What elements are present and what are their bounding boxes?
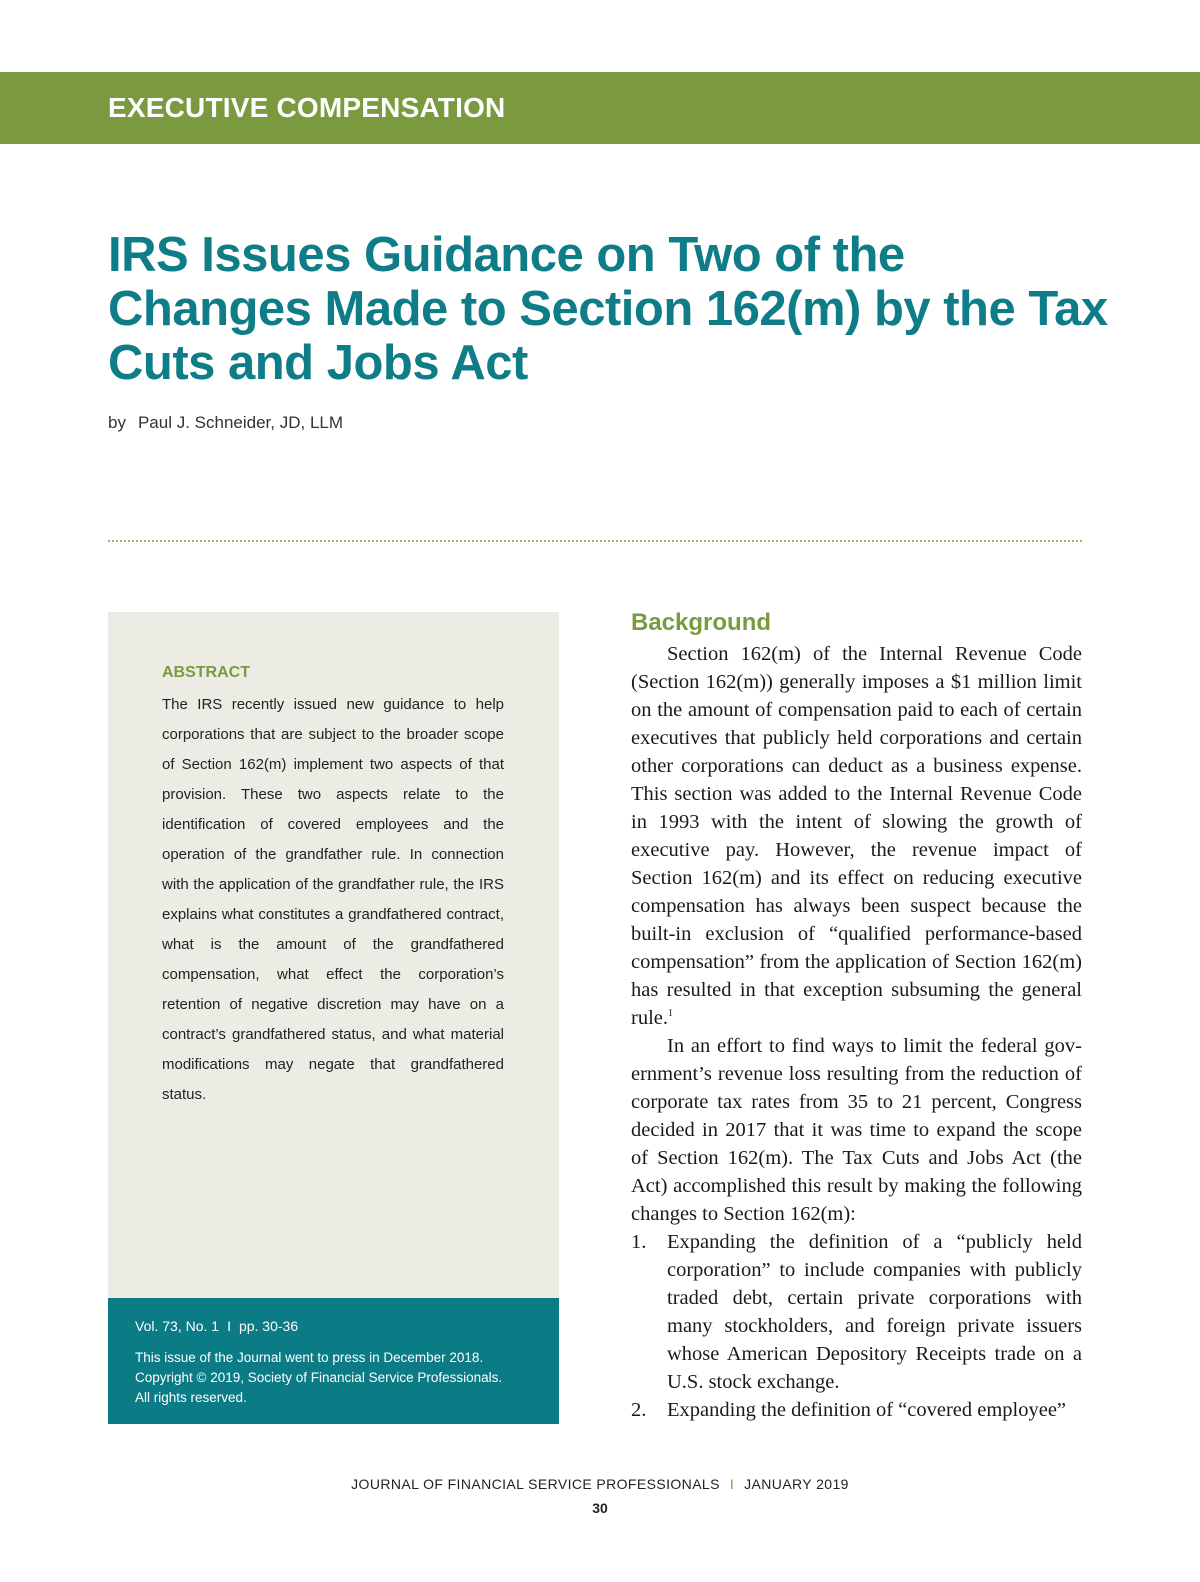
footnote-ref: 1: [668, 1008, 673, 1020]
list-item: [631, 1228, 1082, 1396]
issue-volume: Vol. 73, No. 1: [135, 1318, 220, 1334]
section-banner: [0, 72, 1200, 144]
issue-volume-line: [135, 1318, 298, 1334]
body-column: [631, 640, 1082, 1424]
page-number: 30: [592, 1500, 608, 1516]
abstract-heading: ABSTRACT: [162, 664, 250, 681]
issue-date: JANUARY 2019: [744, 1476, 849, 1492]
abstract-panel: [108, 612, 559, 1298]
issue-separator: I: [227, 1318, 231, 1334]
abstract-text: The IRS recently issued new guidance to help corporations that are subject to the broader scope of Section 162(m) implement two aspects of that provision. These two aspects relate to the identification of covered employees and the operation of the grandfather rule. In connection with the application of the grandfather rule, the IRS explains what constitutes a grandfathered contract, what is the amount of the grandfathered compensation, what effect the corporation’s retention of negative discretion may have on a contract’s grandfathered status, and what material modifications may negate that grandfathered status.: [162, 696, 504, 1103]
paragraph-text: Section 162(m) of the Internal Revenue Code (Section 162(m)) generally imposes a $1 million limit on the amount of compensation paid to each of certain executives that publicly held corporations and certain other corporations can deduct as a business expense. This section was added to the Internal Revenue Code in 1993 with the intent of slowing the growth of executive pay. However, the revenue impact of Section 162(m) and its effect on reducing executive compensation has always been suspect because the built-in exclusion of “qualified performance-based compensation” from the application of Section 162(m) has resulted in that exception subsuming the general rule.: [631, 643, 1082, 1029]
page-footer: [0, 1476, 1200, 1492]
section-label: EXECUTIVE COMPENSATION: [108, 92, 506, 123]
list-number: 2.: [631, 1399, 647, 1421]
issue-notes: [135, 1348, 545, 1408]
list-text: Expanding the definition of “covered employee”: [667, 1399, 1067, 1421]
byline-prefix: by: [108, 413, 126, 432]
changes-list: [631, 1228, 1082, 1424]
article-title: IRS Issues Guidance on Two of the Changes Made to Section 162(m) by the Tax Cuts and Jobs Act: [108, 228, 1108, 390]
dotted-divider: [108, 540, 1082, 542]
issue-info-panel: [108, 1298, 559, 1424]
background-heading: Background: [631, 609, 772, 636]
rights-note: All rights reserved.: [135, 1390, 247, 1405]
issue-pages: pp. 30-36: [238, 1318, 299, 1334]
body-paragraph: In an effort to find ways to limit the federal government’s revenue loss resulting from the reduction of corporate tax rates from 35 to 21 percent, Congress decided in 2017 that it was time to expand the scope of Section 162(m). The Tax Cuts and Jobs Act (the Act) accomplished this result by making the following changes to Section 162(m):: [631, 1035, 1082, 1225]
copyright-note: Copyright © 2019, Society of Financial Service Professionals.: [135, 1370, 503, 1385]
body-paragraph: [631, 640, 1082, 1032]
byline: [108, 413, 343, 433]
press-note: This issue of the Journal went to press in December 2018.: [135, 1350, 484, 1365]
footer-separator: I: [729, 1476, 735, 1492]
list-text: Expanding the definition of a “publicly held corporation” to include companies with publicly traded debt, certain private corporations with many stockholders, and foreign private issuers whose American Depository Receipts trade on a U.S. stock exchange.: [667, 1231, 1082, 1393]
list-item: [631, 1396, 1082, 1424]
list-number: 1.: [631, 1231, 647, 1253]
author-name: Paul J. Schneider, JD, LLM: [137, 413, 344, 432]
journal-name: JOURNAL OF FINANCIAL SERVICE PROFESSIONALS: [351, 1476, 720, 1492]
